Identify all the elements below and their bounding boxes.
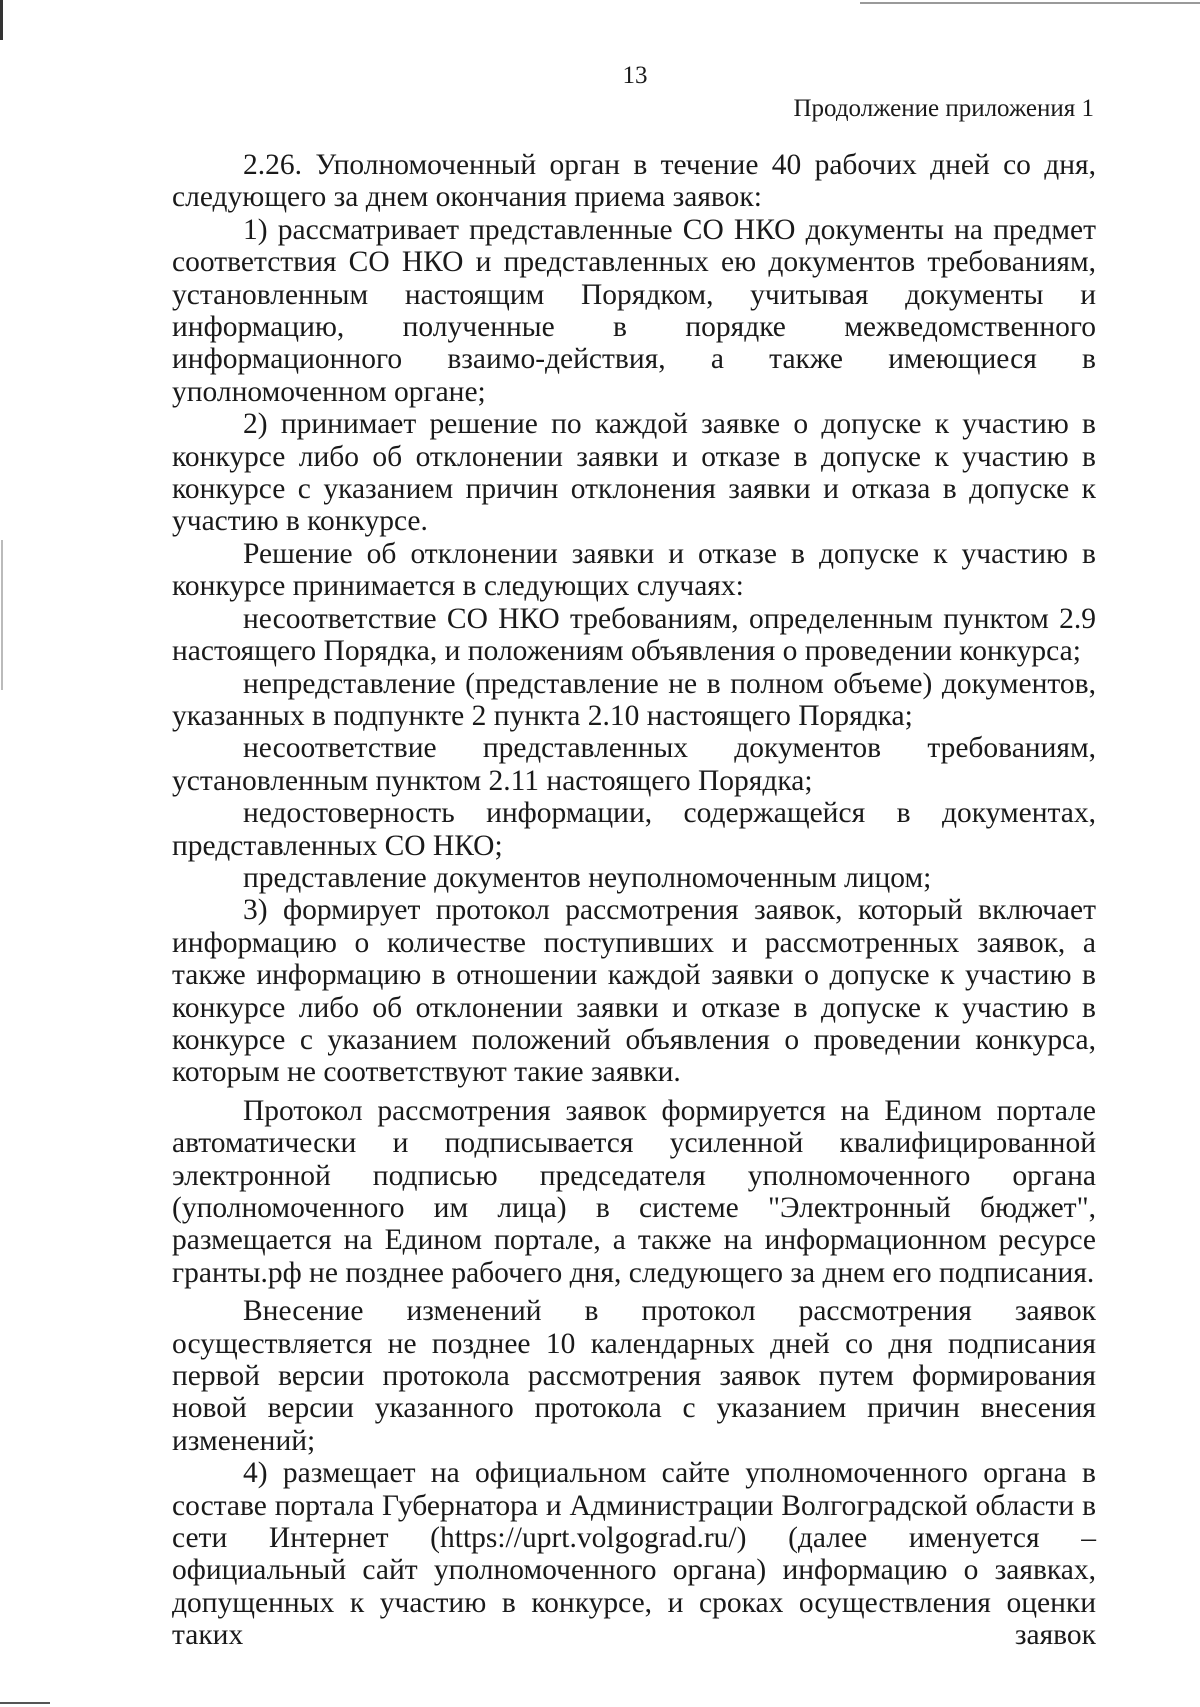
appendix-continuation-note: Продолжение приложения 1 (793, 95, 1094, 122)
paragraph-case-unauthorized-person: представление документов неуполномоченным лицом; (243, 861, 932, 894)
paragraph-item-1: 1) рассматривает представленные СО НКО документы на предмет соответствия СО НКО и представленных ею документов требованиям, установленным настоящим Порядком, учитывая документы и информацию, полученные в порядке межведомственного информационного взаимо-действия, а также имеющиеся в уполномоченном органе; (172, 213, 1096, 408)
paragraph-item-4: 4) размещает на официальном сайте уполномоченного органа в составе портала Губернатора и Администрации Волгоградской области в сети Интернет (https://uprt.volgograd.ru/) (далее именуется – официальный сайт уполномоченного органа) информацию о заявках, допущенных к участию в конкурсе, и сроках осуществления оценки таких заявок (172, 1457, 1096, 1652)
document-body (172, 149, 1096, 1652)
scan-edge-top (860, 2, 1200, 4)
paragraph-protocol-changes: Внесение изменений в протокол рассмотрения заявок осуществляется не позднее 10 календарных дней со дня подписания первой версии протокола рассмотрения заявок путем формирования новой версии указанного протокола с указанием причин внесения изменений; (172, 1295, 1096, 1457)
paragraph-case-nonconformity-org: несоответствие СО НКО требованиям, определенным пунктом 2.9 настоящего Порядка, и положениям объявления о проведении конкурса; (172, 602, 1096, 668)
paragraph-rejection-cases-intro: Решение об отклонении заявки и отказе в допуске к участию в конкурсе принимается в следующих случаях: (172, 537, 1096, 603)
paragraph-case-nonconformity-documents: несоответствие представленных документов требованиям, установленным пунктом 2.11 настоящего Порядка; (172, 732, 1096, 797)
paragraph-item-3: 3) формирует протокол рассмотрения заявок, который включает информацию о количестве поступивших и рассмотренных заявок, а также информацию в отношении каждой заявки о допуске к участию в конкурсе либо об отклонении заявки и отказе в допуске к участию в конкурсе с указанием положений объявления о проведении конкурса, которым не соответствуют такие заявки. (172, 894, 1096, 1089)
scan-edge-left-faint (1, 540, 3, 690)
paragraph-protocol-formation: Протокол рассмотрения заявок формируется на Едином портале автоматически и подписывается усиленной квалифицированной электронной подписью председателя уполномоченного органа (уполномоченного им лица) в системе "Электронный бюджет", размещается на Едином портале, а также на информационном ресурсе гранты.рф не позднее рабочего дня, следующего за днем его подписания. (172, 1094, 1096, 1289)
page-number: 13 (622, 62, 648, 89)
scan-edge-left (0, 0, 3, 40)
paragraph-case-unreliable-info: недостоверность информации, содержащейся в документах, представленных СО НКО; (172, 797, 1096, 862)
paragraph-2-26: 2.26. Уполномоченный орган в течение 40 рабочих дней со дня, следующего за днем окончания приема заявок: (172, 149, 1096, 214)
paragraph-item-2: 2) принимает решение по каждой заявке о допуске к участию в конкурсе либо об отклонении заявки и отказе в допуске к участию в конкурсе с указанием причин отклонения заявки и отказа в допуске к участию в конкурсе. (172, 408, 1096, 538)
scan-edge-bottom (0, 1702, 50, 1704)
paragraph-case-missing-documents: непредставление (представление не в полном объеме) документов, указанных в подпункте 2 пункта 2.10 настоящего Порядка; (172, 667, 1096, 732)
